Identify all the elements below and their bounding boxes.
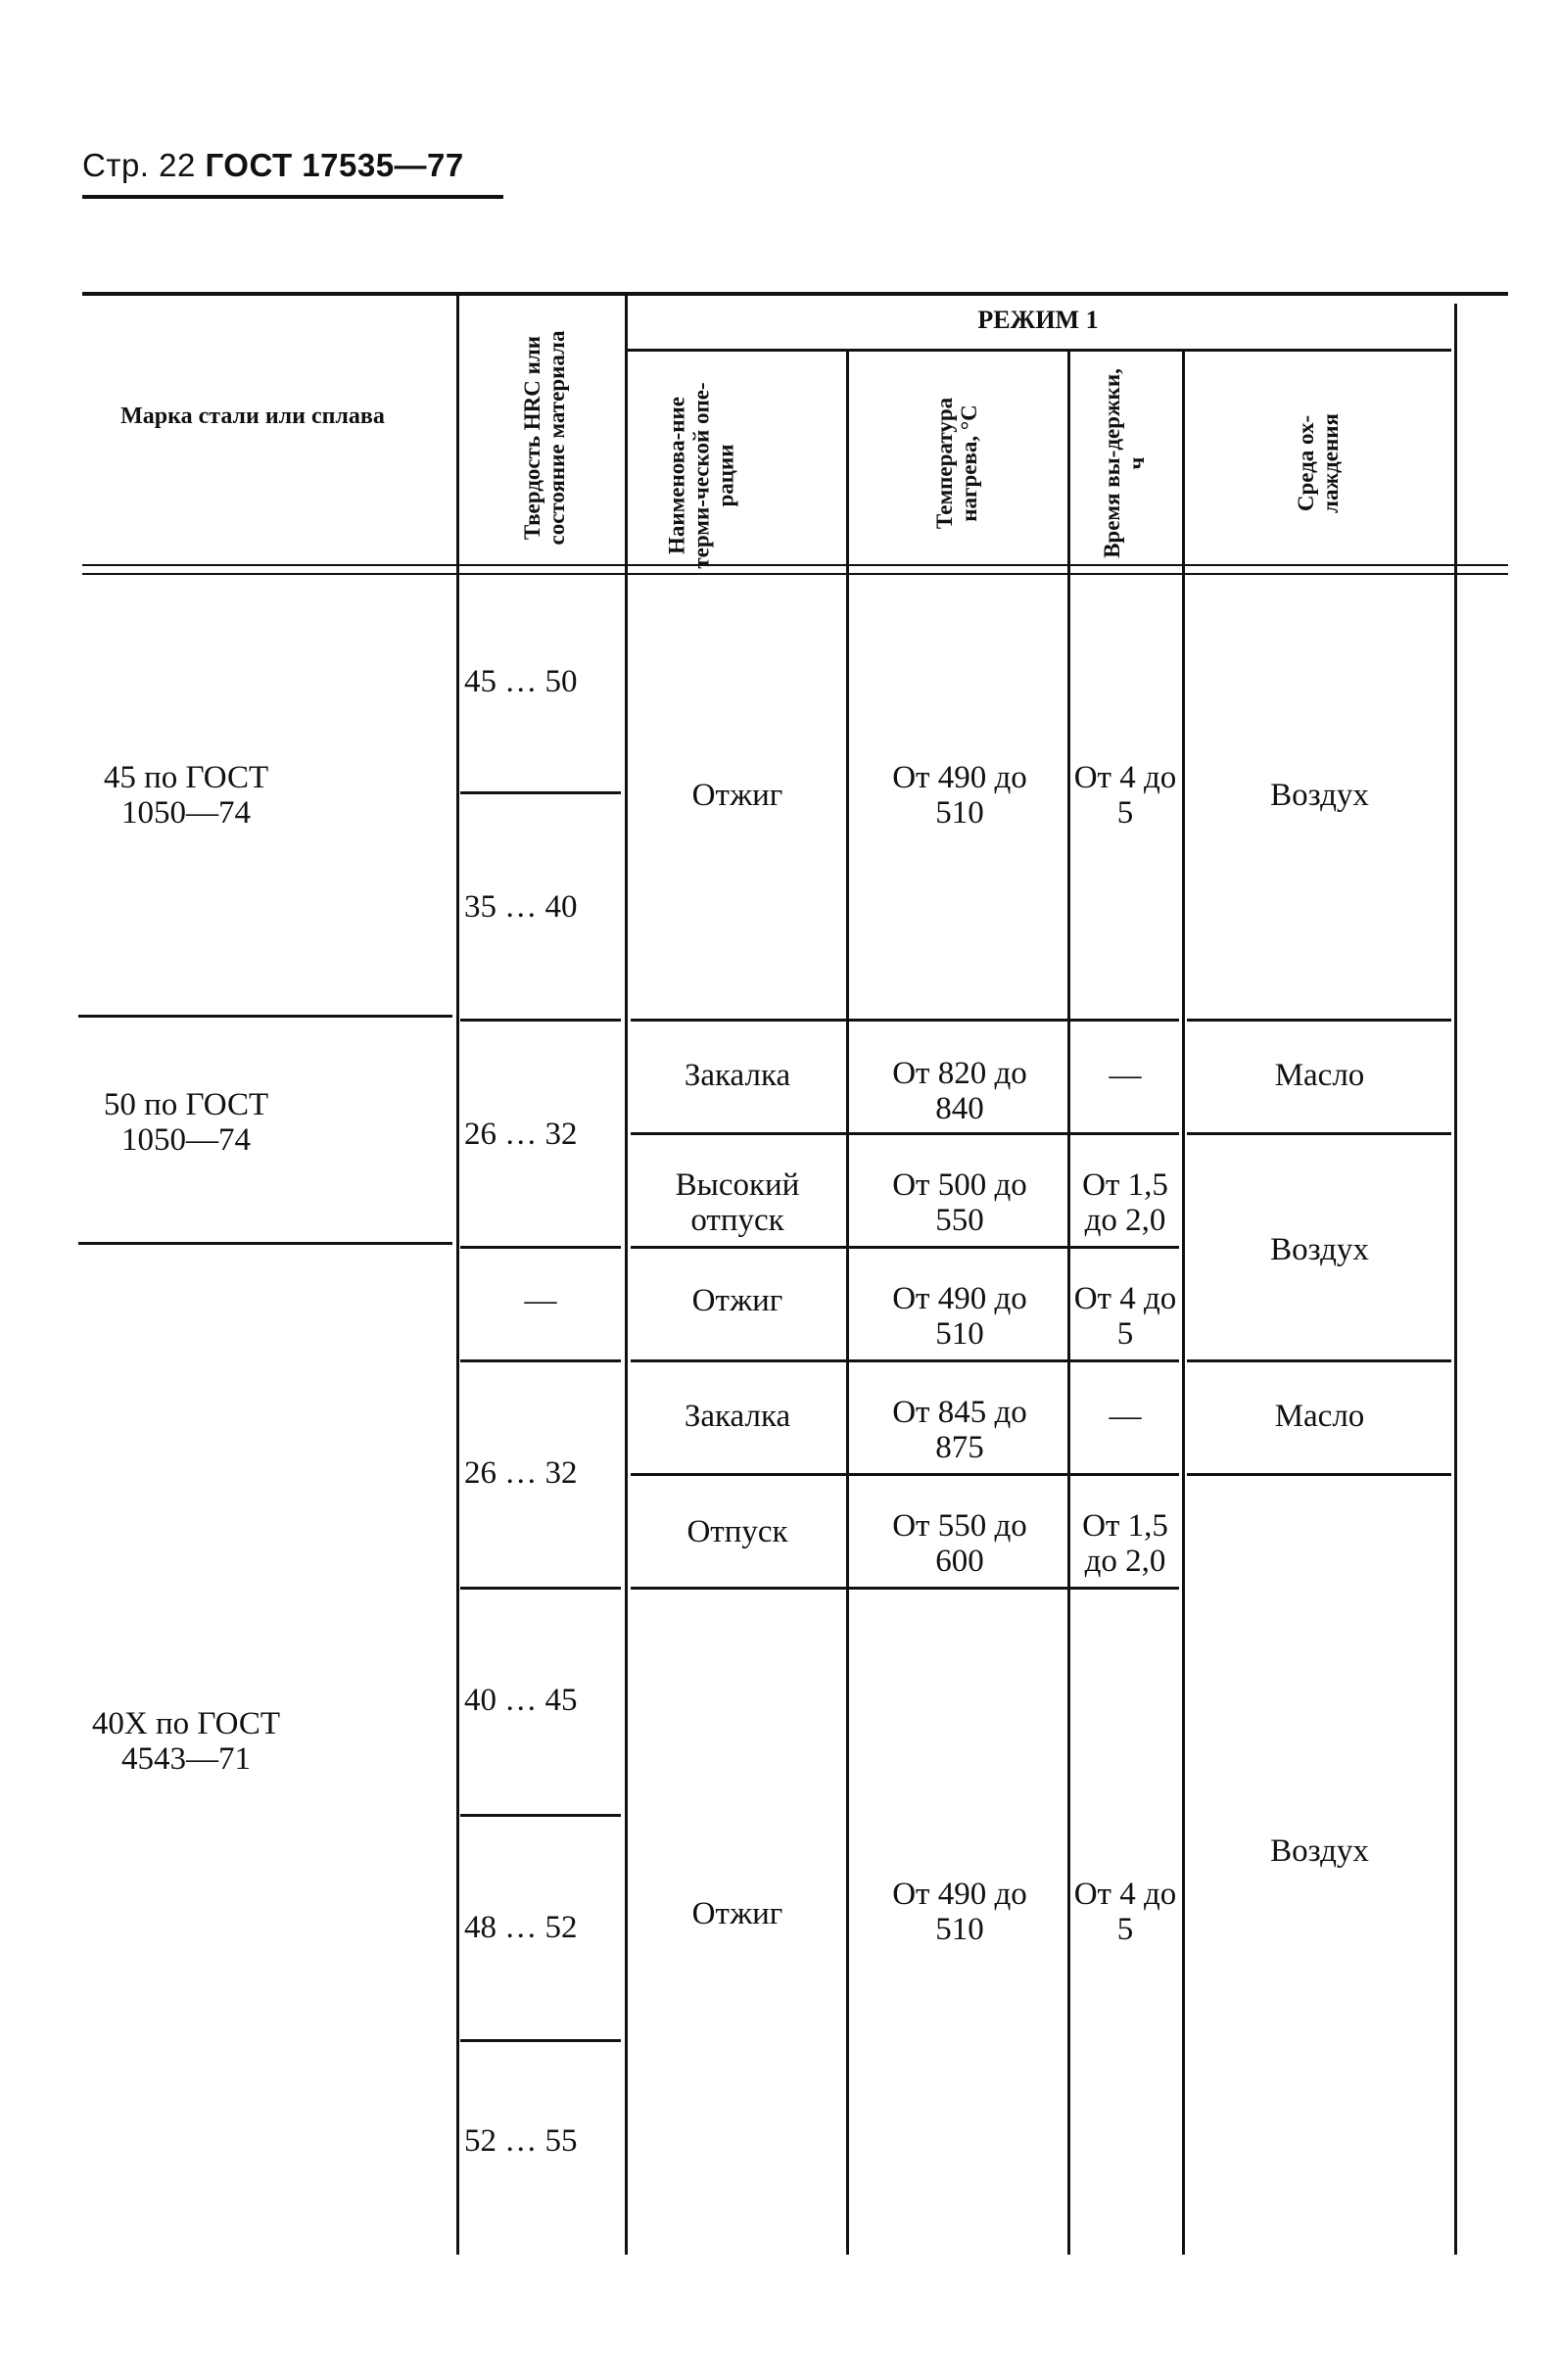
hold-cell: От 4 до 5 <box>1073 1281 1177 1352</box>
row-sep-2 <box>631 1132 1179 1135</box>
standard-title: ГОСТ 17535—77 <box>205 147 464 183</box>
row-sep-5 <box>631 1473 1179 1476</box>
hold-cell: — <box>1109 1399 1142 1434</box>
header-bottom-rule <box>82 564 1508 575</box>
row-sep-1 <box>631 1019 1179 1022</box>
temperature-cell: От 820 до 840 <box>892 1056 1027 1126</box>
grade-sep-2 <box>78 1242 452 1245</box>
hold-cell: От 1,5 до 2,0 <box>1082 1167 1168 1238</box>
col-line-2 <box>625 296 628 2255</box>
page-header <box>82 147 464 184</box>
grade-sep-1 <box>78 1015 452 1018</box>
hardness-sep-2 <box>460 1019 621 1022</box>
table-top-rule <box>82 292 1508 296</box>
row-sep-3 <box>631 1246 1179 1249</box>
temperature-cell: От 490 до 510 <box>892 1877 1027 1947</box>
header-underline <box>82 195 503 199</box>
hardness-value: 40 … 45 <box>464 1683 578 1718</box>
hold-cell: — <box>1109 1058 1142 1093</box>
cooling-sep-1 <box>1187 1019 1451 1022</box>
cooling-cell: Воздух <box>1270 1232 1369 1267</box>
col-line-4 <box>1067 351 1070 2255</box>
cooling-cell: Воздух <box>1270 1833 1369 1869</box>
grade-40x: 40Х по ГОСТ 4543—71 <box>91 1706 281 1777</box>
grade-50: 50 по ГОСТ 1050—74 <box>103 1087 269 1158</box>
col-cooling-header: Среда ох-лаждения <box>1294 413 1343 513</box>
col-temperature-header: Температура нагрева, °С <box>932 397 981 530</box>
operation-cell: Закалка <box>684 1058 791 1093</box>
temperature-cell: От 845 до 875 <box>892 1395 1027 1465</box>
hardness-value: 45 … 50 <box>464 664 578 699</box>
col-line-1 <box>456 296 459 2255</box>
hold-cell: От 1,5 до 2,0 <box>1082 1508 1168 1579</box>
regime-header: РЕЖИМ 1 <box>977 306 1099 334</box>
temperature-cell: От 490 до 510 <box>892 760 1027 831</box>
cooling-cell: Масло <box>1274 1399 1365 1434</box>
hardness-value: 26 … 32 <box>464 1117 578 1152</box>
hardness-sep-4 <box>460 1359 621 1362</box>
cooling-sep-3 <box>1187 1359 1451 1362</box>
operation-cell: Отжиг <box>691 1283 783 1318</box>
page-number: Стр. 22 <box>82 147 196 183</box>
hold-cell: От 4 до 5 <box>1073 760 1177 831</box>
hardness-value: 52 … 55 <box>464 2123 578 2159</box>
operation-cell: Отжиг <box>691 778 783 813</box>
col-line-5 <box>1182 351 1185 2255</box>
col-hold-header: Время вы-держки, ч <box>1100 368 1149 558</box>
temperature-cell: От 550 до 600 <box>892 1508 1027 1579</box>
hardness-value: 26 … 32 <box>464 1455 578 1491</box>
hardness-value: 35 … 40 <box>464 889 578 925</box>
cooling-sep-2 <box>1187 1132 1451 1135</box>
operation-cell: Отпуск <box>686 1514 788 1549</box>
operation-cell: Закалка <box>684 1399 791 1434</box>
col-grade-header: Марка стали или сплава <box>120 404 385 429</box>
hardness-value: 48 … 52 <box>464 1910 578 1945</box>
hardness-sep-3 <box>460 1246 621 1249</box>
col-operation-header: Наименова-ние терми-ческой опе-рации <box>664 382 738 569</box>
temperature-cell: От 490 до 510 <box>892 1281 1027 1352</box>
hardness-sep-6 <box>460 1814 621 1817</box>
cooling-sep-4 <box>1187 1473 1451 1476</box>
col-line-6 <box>1454 304 1457 2255</box>
temperature-cell: От 500 до 550 <box>892 1167 1027 1238</box>
operation-cell: Высокий отпуск <box>675 1167 800 1238</box>
hold-cell: От 4 до 5 <box>1073 1877 1177 1947</box>
col-hardness-header: Твердость HRC или состояние материала <box>520 330 569 546</box>
row-sep-4 <box>631 1359 1179 1362</box>
hardness-sep-5 <box>460 1587 621 1590</box>
hardness-sep-7 <box>460 2039 621 2042</box>
row-sep-6 <box>631 1587 1179 1590</box>
hardness-sep-1 <box>460 791 621 794</box>
operation-cell: Отжиг <box>691 1896 783 1931</box>
regime-rule <box>627 349 1451 352</box>
cooling-cell: Воздух <box>1270 778 1369 813</box>
grade-45: 45 по ГОСТ 1050—74 <box>103 760 269 831</box>
hardness-value: — <box>524 1283 557 1318</box>
cooling-cell: Масло <box>1274 1058 1365 1093</box>
